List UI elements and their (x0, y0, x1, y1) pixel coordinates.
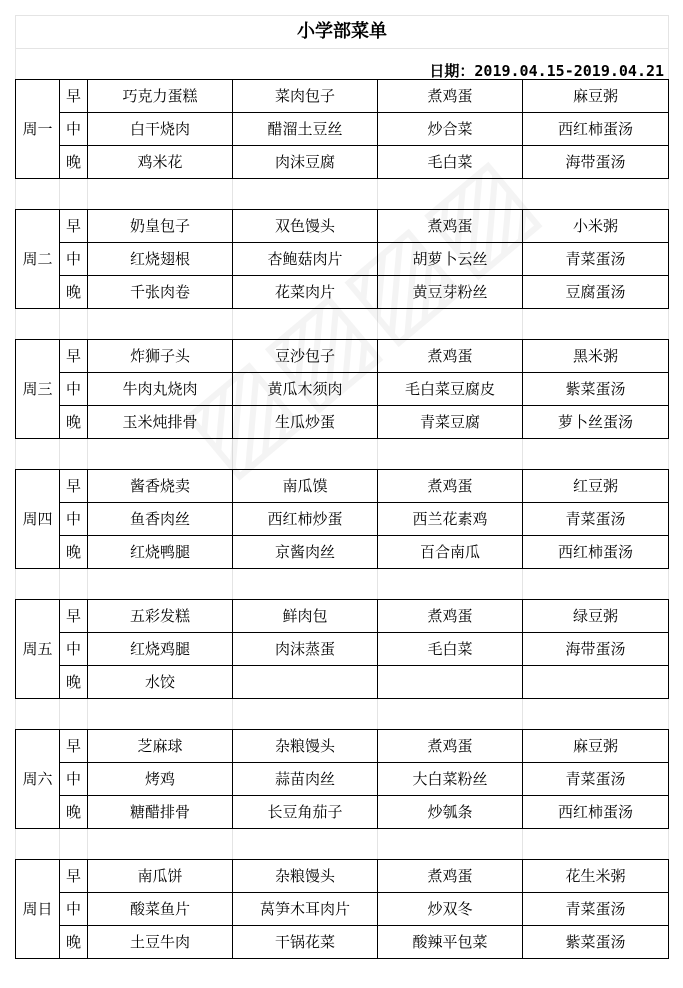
dish-cell: 红烧鸡腿 (88, 633, 233, 666)
dish-cell: 生瓜炒蛋 (233, 406, 378, 439)
spacer-cell (88, 179, 233, 210)
menu-row (16, 113, 669, 146)
menu-row (16, 893, 669, 926)
spacer-row (16, 309, 669, 340)
spacer-cell (523, 309, 669, 340)
dish-cell: 紫菜蛋汤 (523, 373, 669, 406)
meal-label: 晚 (60, 796, 88, 829)
dish-cell: 煮鸡蛋 (378, 210, 523, 243)
meal-label: 晚 (60, 926, 88, 959)
menu-row (16, 406, 669, 439)
dish-cell: 水饺 (88, 666, 233, 699)
dish-cell: 炒合菜 (378, 113, 523, 146)
dish-cell: 胡萝卜云丝 (378, 243, 523, 276)
dish-cell: 奶皇包子 (88, 210, 233, 243)
dish-cell: 红豆粥 (523, 470, 669, 503)
spacer-cell (378, 439, 523, 470)
spacer-row (16, 179, 669, 210)
dish-cell: 炸狮子头 (88, 340, 233, 373)
dish-cell: 煮鸡蛋 (378, 80, 523, 113)
spacer-cell (523, 829, 669, 860)
menu-row (16, 600, 669, 633)
dish-cell: 炒双冬 (378, 893, 523, 926)
dish-cell: 肉沫蒸蛋 (233, 633, 378, 666)
spacer-cell (60, 699, 88, 730)
meal-label: 晚 (60, 146, 88, 179)
day-label: 周三 (16, 340, 60, 439)
menu-row (16, 796, 669, 829)
dish-cell: 玉米炖排骨 (88, 406, 233, 439)
dish-cell: 肉沫豆腐 (233, 146, 378, 179)
dish-cell: 红烧翅根 (88, 243, 233, 276)
menu-table (15, 15, 669, 959)
dish-cell: 大白菜粉丝 (378, 763, 523, 796)
spacer-cell (88, 699, 233, 730)
dish-cell: 牛肉丸烧肉 (88, 373, 233, 406)
dish-cell: 京酱肉丝 (233, 536, 378, 569)
meal-label: 中 (60, 113, 88, 146)
spacer-cell (16, 569, 60, 600)
dish-cell: 南瓜馍 (233, 470, 378, 503)
dish-cell: 酱香烧卖 (88, 470, 233, 503)
menu-row (16, 926, 669, 959)
dish-cell: 煮鸡蛋 (378, 730, 523, 763)
menu-row (16, 763, 669, 796)
menu-row (16, 146, 669, 179)
menu-row (16, 536, 669, 569)
meal-label: 中 (60, 893, 88, 926)
dish-cell: 鲜肉包 (233, 600, 378, 633)
spacer-cell (523, 439, 669, 470)
spacer-cell (233, 569, 378, 600)
dish-cell: 毛白菜豆腐皮 (378, 373, 523, 406)
dish-cell: 毛白菜 (378, 633, 523, 666)
spacer-cell (88, 309, 233, 340)
dish-cell: 花菜肉片 (233, 276, 378, 309)
meal-label: 早 (60, 80, 88, 113)
meal-label: 早 (60, 600, 88, 633)
dish-cell: 青菜蛋汤 (523, 503, 669, 536)
spacer-cell (233, 179, 378, 210)
spacer-row (16, 699, 669, 730)
menu-row (16, 210, 669, 243)
menu-row (16, 470, 669, 503)
spacer-cell (523, 569, 669, 600)
meal-label: 中 (60, 373, 88, 406)
spacer-cell (378, 179, 523, 210)
spacer-cell (523, 179, 669, 210)
meal-label: 中 (60, 633, 88, 666)
dish-cell: 白干烧肉 (88, 113, 233, 146)
dish-cell: 紫菜蛋汤 (523, 926, 669, 959)
title-row (16, 16, 669, 49)
menu-table-body (16, 16, 669, 959)
menu-row (16, 503, 669, 536)
dish-cell: 红烧鸭腿 (88, 536, 233, 569)
meal-label: 早 (60, 340, 88, 373)
menu-row (16, 276, 669, 309)
spacer-cell (523, 699, 669, 730)
meal-label: 早 (60, 730, 88, 763)
menu-row (16, 80, 669, 113)
spacer-cell (16, 309, 60, 340)
spacer-row (16, 439, 669, 470)
dish-cell: 杂粮馒头 (233, 860, 378, 893)
spacer-row (16, 569, 669, 600)
spacer-cell (60, 569, 88, 600)
dish-cell: 烤鸡 (88, 763, 233, 796)
spacer-cell (233, 439, 378, 470)
dish-cell: 绿豆粥 (523, 600, 669, 633)
menu-row (16, 666, 669, 699)
dish-cell: 西红柿蛋汤 (523, 796, 669, 829)
dish-cell: 海带蛋汤 (523, 146, 669, 179)
dish-cell: 黑米粥 (523, 340, 669, 373)
dish-cell: 干锅花菜 (233, 926, 378, 959)
date-range: 日期：2019.04.15-2019.04.21 (16, 49, 669, 80)
dish-cell: 巧克力蛋糕 (88, 80, 233, 113)
day-label: 周一 (16, 80, 60, 179)
dish-cell: 西红柿蛋汤 (523, 113, 669, 146)
dish-cell: 五彩发糕 (88, 600, 233, 633)
dish-cell: 西兰花素鸡 (378, 503, 523, 536)
spacer-cell (88, 829, 233, 860)
dish-cell: 煮鸡蛋 (378, 860, 523, 893)
dish-cell: 长豆角茄子 (233, 796, 378, 829)
meal-label: 晚 (60, 276, 88, 309)
dish-cell (523, 666, 669, 699)
spacer-cell (378, 829, 523, 860)
spacer-cell (233, 829, 378, 860)
dish-cell: 小米粥 (523, 210, 669, 243)
dish-cell: 莴笋木耳肉片 (233, 893, 378, 926)
spacer-cell (16, 699, 60, 730)
spacer-cell (88, 569, 233, 600)
dish-cell: 鱼香肉丝 (88, 503, 233, 536)
dish-cell: 黄瓜木须肉 (233, 373, 378, 406)
spacer-cell (378, 699, 523, 730)
dish-cell: 酸菜鱼片 (88, 893, 233, 926)
spacer-cell (233, 309, 378, 340)
dish-cell: 千张肉卷 (88, 276, 233, 309)
menu-row (16, 340, 669, 373)
meal-label: 中 (60, 243, 88, 276)
date-row (16, 49, 669, 80)
meal-label: 中 (60, 503, 88, 536)
dish-cell (378, 666, 523, 699)
spacer-cell (378, 309, 523, 340)
spacer-cell (88, 439, 233, 470)
spacer-cell (60, 309, 88, 340)
meal-label: 早 (60, 470, 88, 503)
spacer-cell (16, 179, 60, 210)
dish-cell: 花生米粥 (523, 860, 669, 893)
menu-row (16, 860, 669, 893)
dish-cell: 豆沙包子 (233, 340, 378, 373)
page-title: 小学部菜单 (16, 16, 669, 49)
dish-cell: 西红柿炒蛋 (233, 503, 378, 536)
menu-row (16, 633, 669, 666)
dish-cell: 青菜蛋汤 (523, 763, 669, 796)
dish-cell (233, 666, 378, 699)
day-label: 周四 (16, 470, 60, 569)
spacer-cell (378, 569, 523, 600)
dish-cell: 麻豆粥 (523, 730, 669, 763)
meal-label: 早 (60, 210, 88, 243)
day-label: 周日 (16, 860, 60, 959)
dish-cell: 青菜豆腐 (378, 406, 523, 439)
spacer-cell (60, 439, 88, 470)
menu-row (16, 243, 669, 276)
dish-cell: 煮鸡蛋 (378, 470, 523, 503)
meal-label: 晚 (60, 406, 88, 439)
dish-cell: 杏鲍菇肉片 (233, 243, 378, 276)
dish-cell: 菜肉包子 (233, 80, 378, 113)
dish-cell: 毛白菜 (378, 146, 523, 179)
spacer-row (16, 829, 669, 860)
spacer-cell (233, 699, 378, 730)
dish-cell: 青菜蛋汤 (523, 243, 669, 276)
meal-label: 早 (60, 860, 88, 893)
dish-cell: 煮鸡蛋 (378, 600, 523, 633)
dish-cell: 醋溜土豆丝 (233, 113, 378, 146)
dish-cell: 双色馒头 (233, 210, 378, 243)
meal-label: 中 (60, 763, 88, 796)
menu-row (16, 730, 669, 763)
dish-cell: 酸辣平包菜 (378, 926, 523, 959)
dish-cell: 海带蛋汤 (523, 633, 669, 666)
dish-cell: 南瓜饼 (88, 860, 233, 893)
dish-cell: 糖醋排骨 (88, 796, 233, 829)
dish-cell: 炒瓠条 (378, 796, 523, 829)
meal-label: 晚 (60, 536, 88, 569)
dish-cell: 芝麻球 (88, 730, 233, 763)
day-label: 周五 (16, 600, 60, 699)
dish-cell: 蒜苗肉丝 (233, 763, 378, 796)
spacer-cell (16, 439, 60, 470)
dish-cell: 西红柿蛋汤 (523, 536, 669, 569)
dish-cell: 鸡米花 (88, 146, 233, 179)
dish-cell: 煮鸡蛋 (378, 340, 523, 373)
menu-row (16, 373, 669, 406)
dish-cell: 百合南瓜 (378, 536, 523, 569)
spacer-cell (60, 829, 88, 860)
dish-cell: 麻豆粥 (523, 80, 669, 113)
dish-cell: 杂粮馒头 (233, 730, 378, 763)
day-label: 周六 (16, 730, 60, 829)
dish-cell: 萝卜丝蛋汤 (523, 406, 669, 439)
dish-cell: 土豆牛肉 (88, 926, 233, 959)
meal-label: 晚 (60, 666, 88, 699)
dish-cell: 黄豆芽粉丝 (378, 276, 523, 309)
dish-cell: 豆腐蛋汤 (523, 276, 669, 309)
day-label: 周二 (16, 210, 60, 309)
spacer-cell (60, 179, 88, 210)
spacer-cell (16, 829, 60, 860)
dish-cell: 青菜蛋汤 (523, 893, 669, 926)
